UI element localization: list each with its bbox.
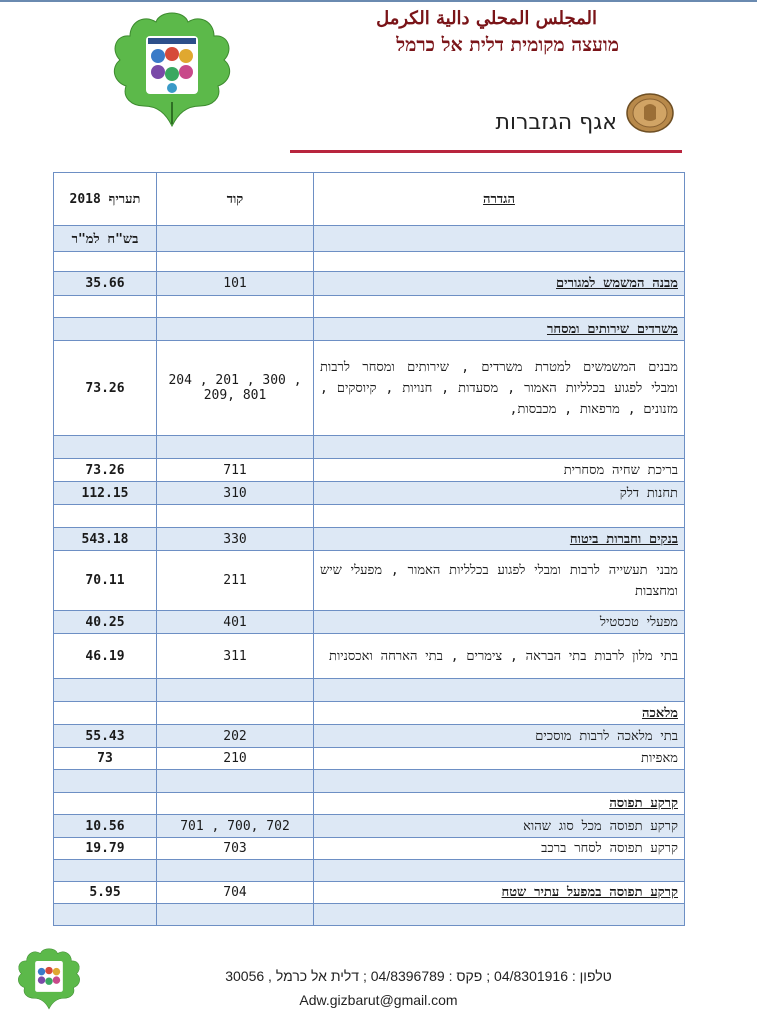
table-row [54, 725, 685, 748]
property-code: 311 [157, 634, 314, 679]
footer-contact-text: טלפון : 04/8301916 ; פקס : 04/8396789 ; דלית אל כרמל , 30056 [225, 968, 612, 984]
table-row [54, 634, 685, 679]
spacer-row [54, 860, 685, 882]
property-definition: קרקע תפוסה מכל סוג שהוא [314, 815, 685, 838]
property-definition: בתי מלאכה לרבות מוסכים [314, 725, 685, 748]
coin-icon [626, 93, 674, 133]
table-row [54, 272, 685, 296]
tariff-value: 5.95 [54, 882, 157, 904]
footer-email[interactable]: Adw.gizbarut@gmail.com [299, 992, 458, 1008]
property-definition: קרקע תפוסה לסחר ברכב [314, 838, 685, 860]
property-definition: מפעלי טכסטיל [314, 611, 685, 634]
council-name-hebrew: מועצה מקומית דלית אל כרמל [396, 34, 619, 56]
table-row [54, 551, 685, 611]
tariff-table [53, 172, 685, 926]
property-code: 711 [157, 459, 314, 482]
category-title: קרקע תפוסה [314, 793, 685, 815]
tariff-value: 10.56 [54, 815, 157, 838]
table-row [54, 528, 685, 551]
table-row [54, 815, 685, 838]
unit-row [54, 226, 685, 252]
spacer-row [54, 296, 685, 318]
property-code: 211 [157, 551, 314, 611]
top-border-line [0, 0, 757, 2]
property-code: 704 [157, 882, 314, 904]
property-code: 703 [157, 838, 314, 860]
property-definition: בריכת שחיה מסחרית [314, 459, 685, 482]
council-name-arabic: المجلس المحلي دالية الكرمل [376, 8, 597, 29]
spacer-row [54, 252, 685, 272]
spacer-row [54, 505, 685, 528]
department-title: אגף הגזברות [495, 110, 617, 135]
column-header-tariff: תעריף 2018 [54, 173, 157, 226]
tariff-value: 35.66 [54, 272, 157, 296]
spacer-row [54, 904, 685, 926]
table-row [54, 482, 685, 505]
tariff-value: 73.26 [54, 341, 157, 436]
property-definition: תחנות דלק [314, 482, 685, 505]
spacer-row [54, 770, 685, 793]
property-definition: בתי מלון לרבות בתי הבראה , צימרים , בתי הארחה ואכסניות [314, 634, 685, 679]
tariff-value: 46.19 [54, 634, 157, 679]
property-code: 401 [157, 611, 314, 634]
category-row [54, 702, 685, 725]
tariff-value: 543.18 [54, 528, 157, 551]
table-header-row [54, 173, 685, 226]
property-definition: קרקע תפוסה במפעל עתיר שטח [314, 882, 685, 904]
council-leaf-logo-icon [108, 6, 236, 130]
property-code: 101 [157, 272, 314, 296]
tariff-value: 112.15 [54, 482, 157, 505]
spacer-row [54, 679, 685, 702]
tariff-value: 73.26 [54, 459, 157, 482]
property-definition: מבנים המשמשים למטרת משרדים , שירותים ומסחר לרבות ומבלי לפגוע בכלליות האמור , מסעדות , חנויות , קיוסקים , מזנונים , מרפאות , מכבסות, [314, 341, 685, 436]
tariff-value: 19.79 [54, 838, 157, 860]
table-row [54, 748, 685, 770]
tariff-value: 40.25 [54, 611, 157, 634]
footer-contact [0, 968, 757, 984]
property-code: 202 [157, 725, 314, 748]
property-code: 701 , 700, 702 [157, 815, 314, 838]
category-row [54, 318, 685, 341]
category-title: מלאכה [314, 702, 685, 725]
property-code: 330 [157, 528, 314, 551]
property-definition: מאפיות [314, 748, 685, 770]
tariff-value: 55.43 [54, 725, 157, 748]
property-code: 210 [157, 748, 314, 770]
unit-label: בש"ח למ"ר [54, 226, 157, 252]
tariff-value: 73 [54, 748, 157, 770]
table-row [54, 611, 685, 634]
property-definition: בנקים וחברות ביטוח [314, 528, 685, 551]
table-row [54, 459, 685, 482]
title-underline [290, 150, 682, 153]
column-header-code: קוד [157, 173, 314, 226]
category-row [54, 793, 685, 815]
property-code: 310 [157, 482, 314, 505]
spacer-row [54, 436, 685, 459]
column-header-definition: הגדרה [314, 173, 685, 226]
tariff-value: 70.11 [54, 551, 157, 611]
property-definition: מבני תעשייה לרבות ומבלי לפגוע בכלליות האמור , מפעלי שיש ומחצבות [314, 551, 685, 611]
table-row [54, 882, 685, 904]
category-title: משרדים שירותים ומסחר [314, 318, 685, 341]
property-definition: מבנה המשמש למגורים [314, 272, 685, 296]
table-row [54, 341, 685, 436]
property-code: 204 , 201 , 300 , 209, 801 [157, 341, 314, 436]
table-row [54, 838, 685, 860]
